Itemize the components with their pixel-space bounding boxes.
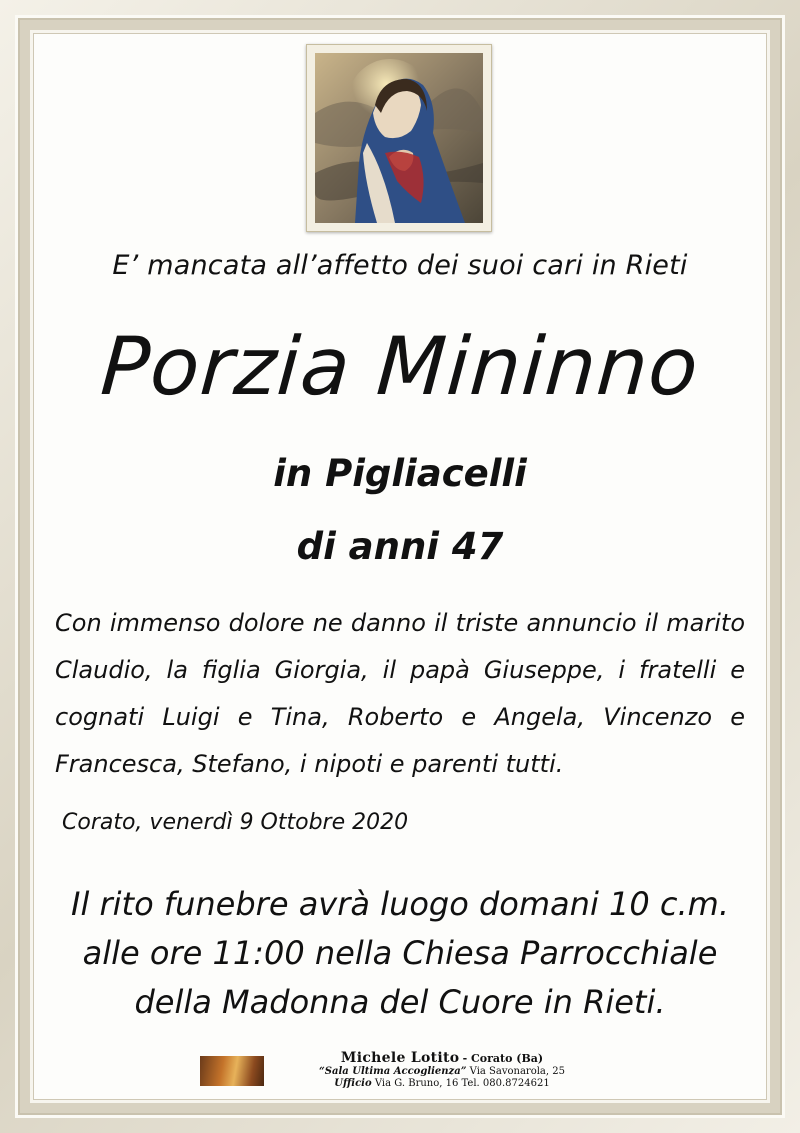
deceased-name: Porzia Mininno [98,320,702,413]
madonna-image [315,53,483,223]
intro-text: E’ mancata all’affetto dei suoi cari in Rieti [112,250,688,281]
hall-name: “Sala Ultima Accoglienza” [319,1066,467,1077]
hall-address: Via Savonarola, 25 [469,1066,565,1077]
office-label: Ufficio [334,1078,372,1089]
funeral-home-details [272,1052,612,1090]
madonna-praying-icon [306,44,492,232]
office-address: Via G. Bruno, 16 [374,1078,459,1089]
phone-number: Tel. 080.8724621 [461,1078,550,1089]
company-name: Michele Lotito [340,1050,460,1066]
funeral-home-logo [200,1056,264,1086]
funeral-home-footer [200,1052,620,1092]
announcement-text: Con immenso dolore ne danno il triste annuncio il marito Claudio, la figlia Giorgia, il papà Giuseppe, i fratelli e cognati Luigi e Tina, Roberto e Angela, Vincenzo e Francesca, Stefano, i nipoti e parenti tutti. [55,609,745,778]
age-text: di anni 47 [296,525,504,568]
funeral-info: Il rito funebre avrà luogo domani 10 c.m. alle ore 11:00 nella Chiesa Parrocchiale della Madonna del Cuore in Rieti. [71,885,729,1021]
married-name: in Pigliacelli [273,452,527,495]
company-city: - Corato (Ba) [462,1052,544,1065]
place-date: Corato, venerdì 9 Ottobre 2020 [62,810,409,835]
